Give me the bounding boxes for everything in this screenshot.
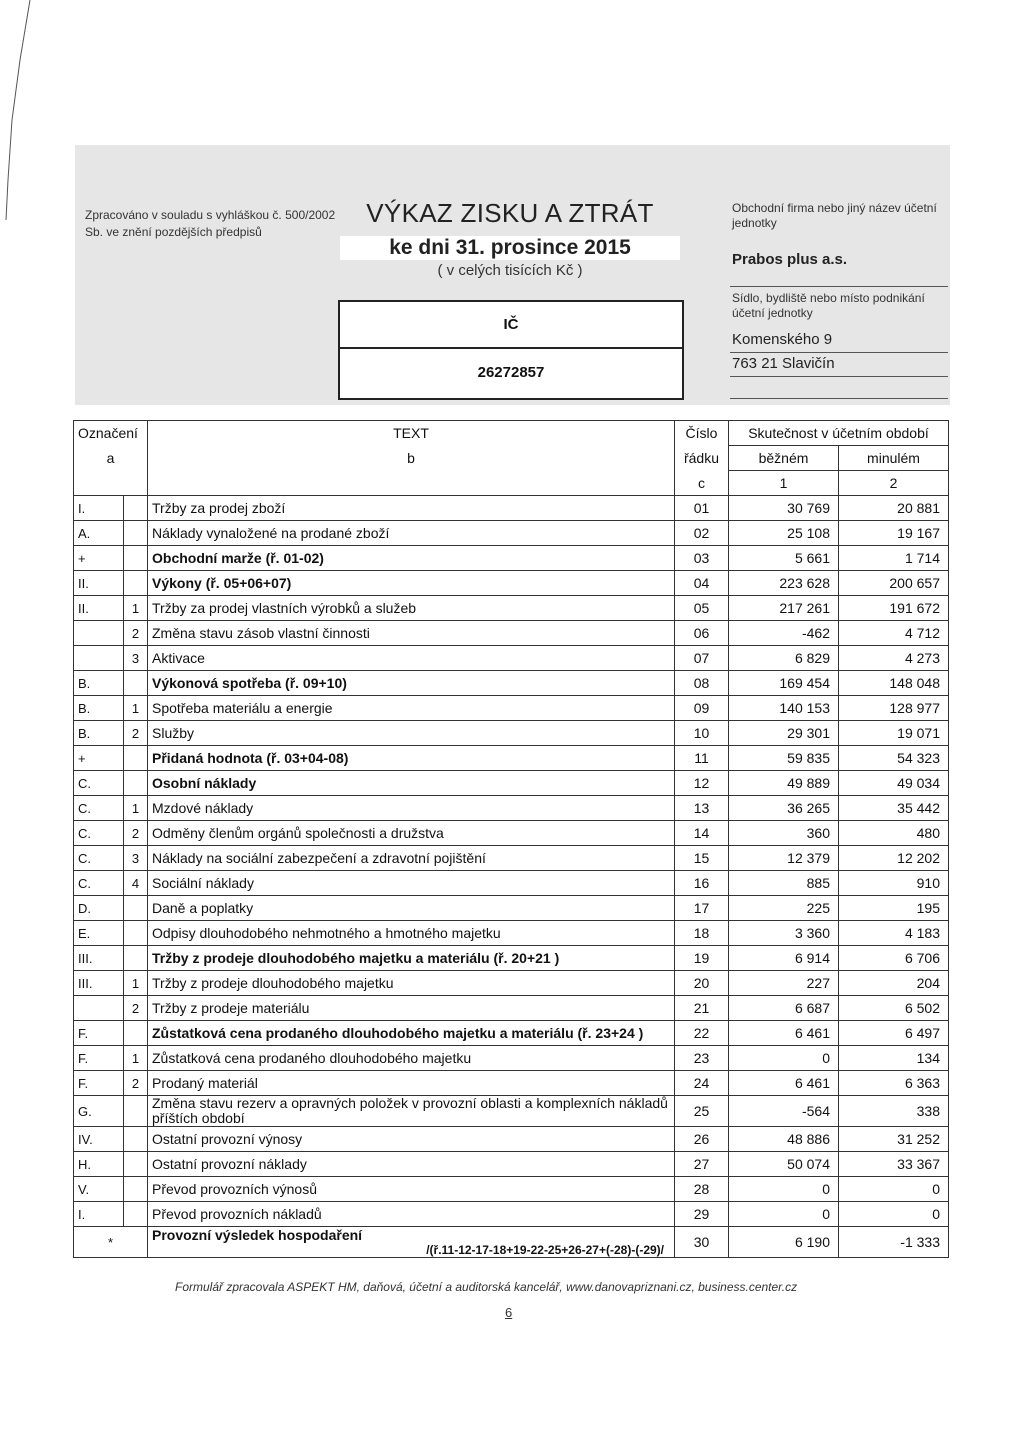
row-number: 07 [675, 646, 729, 671]
row-index [124, 896, 148, 921]
row-index: 1 [124, 796, 148, 821]
row-text: Ostatní provozní náklady [148, 1152, 675, 1177]
address-divider-2 [730, 376, 948, 377]
row-mark: IV. [74, 1127, 124, 1152]
row-mark: I. [74, 1202, 124, 1227]
table-row [74, 946, 949, 971]
row-mark: A. [74, 521, 124, 546]
value-previous: -1 333 [839, 1227, 949, 1258]
table-row [74, 571, 949, 596]
report-title: VÝKAZ ZISKU A ZTRÁT [366, 198, 654, 228]
row-text: Osobní náklady [148, 771, 675, 796]
table-row [74, 896, 949, 921]
row-mark: B. [74, 721, 124, 746]
row-mark: III. [74, 946, 124, 971]
value-previous: 4 273 [839, 646, 949, 671]
row-text: Výkonová spotřeba (ř. 09+10) [148, 671, 675, 696]
row-index [124, 921, 148, 946]
value-current: 360 [729, 821, 839, 846]
value-previous: 20 881 [839, 496, 949, 521]
row-number: 10 [675, 721, 729, 746]
col-current-sub: 1 [729, 471, 839, 496]
value-current: 3 360 [729, 921, 839, 946]
value-previous: 200 657 [839, 571, 949, 596]
row-index [124, 1152, 148, 1177]
value-current: 227 [729, 971, 839, 996]
value-previous: 54 323 [839, 746, 949, 771]
value-previous: 4 712 [839, 621, 949, 646]
row-index: 1 [124, 971, 148, 996]
row-text: Tržby z prodeje dlouhodobého majetku a materiálu (ř. 20+21 ) [148, 946, 675, 971]
row-number: 25 [675, 1096, 729, 1127]
row-mark: F. [74, 1046, 124, 1071]
table-row [74, 521, 949, 546]
value-current: 30 769 [729, 496, 839, 521]
value-previous: 33 367 [839, 1152, 949, 1177]
col-previous-sub: 2 [839, 471, 949, 496]
scan-edge-mark [0, 0, 40, 300]
row-number: 24 [675, 1071, 729, 1096]
row-mark: B. [74, 696, 124, 721]
report-date: ke dni 31. prosince 2015 [340, 236, 680, 260]
row-number: 28 [675, 1177, 729, 1202]
value-previous: 6 497 [839, 1021, 949, 1046]
value-previous: 31 252 [839, 1127, 949, 1152]
value-current: 59 835 [729, 746, 839, 771]
table-row [74, 821, 949, 846]
col-text-header: TEXT [148, 421, 675, 446]
value-current: 49 889 [729, 771, 839, 796]
row-text: Tržby z prodeje dlouhodobého majetku [148, 971, 675, 996]
table-row [74, 771, 949, 796]
row-mark: H. [74, 1152, 124, 1177]
row-formula: /(ř.11-12-17-18+19-22-25+26-27+(-28)-(-29)/ [426, 1243, 664, 1257]
col-row-header: Číslo [675, 421, 729, 446]
ic-label: IČ [503, 316, 519, 333]
regulation-note: Zpracováno v souladu s vyhláškou č. 500/2002 Sb. ve znění pozdějších předpisů [85, 208, 336, 239]
row-mark: C. [74, 821, 124, 846]
value-previous: 6 706 [839, 946, 949, 971]
row-index [124, 1096, 148, 1127]
value-previous: 0 [839, 1177, 949, 1202]
row-text: Sociální náklady [148, 871, 675, 896]
row-index [124, 946, 148, 971]
row-text: Náklady na sociální zabezpečení a zdravotní pojištění [148, 846, 675, 871]
row-number: 05 [675, 596, 729, 621]
value-current: 0 [729, 1177, 839, 1202]
col-row-header-2: řádku [675, 446, 729, 471]
ic-divider [340, 347, 682, 349]
row-mark [74, 621, 124, 646]
seat-label: Sídlo, bydliště nebo místo podnikání účetní jednotky [732, 291, 925, 320]
col-current-header: běžném [729, 446, 839, 471]
row-mark [74, 646, 124, 671]
row-number: 15 [675, 846, 729, 871]
row-text: Tržby za prodej vlastních výrobků a služeb [148, 596, 675, 621]
row-number: 30 [675, 1227, 729, 1258]
value-current: 0 [729, 1046, 839, 1071]
value-previous: 6 363 [839, 1071, 949, 1096]
table-row [74, 1177, 949, 1202]
value-previous: 35 442 [839, 796, 949, 821]
row-number: 26 [675, 1127, 729, 1152]
row-text: Náklady vynaložené na prodané zboží [148, 521, 675, 546]
row-number: 20 [675, 971, 729, 996]
header-row-2 [74, 446, 949, 471]
row-number: 02 [675, 521, 729, 546]
address-divider-3 [730, 398, 948, 399]
row-mark: III. [74, 971, 124, 996]
row-text: Změna stavu rezerv a opravných položek v provozní oblasti a komplexních nákladů příštích období [148, 1096, 675, 1127]
value-previous: 204 [839, 971, 949, 996]
value-previous: 910 [839, 871, 949, 896]
row-mark: V. [74, 1177, 124, 1202]
row-text: Tržby za prodej zboží [148, 496, 675, 521]
row-text: Přidaná hodnota (ř. 03+04-08) [148, 746, 675, 771]
row-text: Aktivace [148, 646, 675, 671]
row-number: 13 [675, 796, 729, 821]
header-blank-text [148, 471, 675, 496]
row-index: 2 [124, 721, 148, 746]
value-previous: 128 977 [839, 696, 949, 721]
table-row [74, 1152, 949, 1177]
value-previous: 480 [839, 821, 949, 846]
row-text: Služby [148, 721, 675, 746]
col-text-sub: b [148, 446, 675, 471]
row-mark: II. [74, 596, 124, 621]
value-current: 6 687 [729, 996, 839, 1021]
row-mark: + [74, 746, 124, 771]
row-mark: II. [74, 571, 124, 596]
firm-name: Prabos plus a.s. [732, 251, 848, 268]
row-text: Spotřeba materiálu a energie [148, 696, 675, 721]
col-actual-header: Skutečnost v účetním období [729, 421, 949, 446]
row-index [124, 1127, 148, 1152]
row-index [124, 746, 148, 771]
ic-value: 26272857 [477, 364, 545, 381]
row-text: Převod provozních výnosů [148, 1177, 675, 1202]
row-index: 3 [124, 646, 148, 671]
row-mark: C. [74, 796, 124, 821]
address-line-1: Komenského 9 [732, 331, 833, 348]
row-mark [74, 996, 124, 1021]
row-number: 22 [675, 1021, 729, 1046]
row-number: 23 [675, 1046, 729, 1071]
value-previous: 338 [839, 1096, 949, 1127]
row-text: Prodaný materiál [148, 1071, 675, 1096]
value-current: 6 190 [729, 1227, 839, 1258]
report-units: ( v celých tisících Kč ) [437, 262, 583, 279]
row-index [124, 1202, 148, 1227]
table-row [74, 646, 949, 671]
table-row [74, 696, 949, 721]
row-number: 01 [675, 496, 729, 521]
row-text: Odpisy dlouhodobého nehmotného a hmotného majetku [148, 921, 675, 946]
value-previous: 12 202 [839, 846, 949, 871]
value-previous: 4 183 [839, 921, 949, 946]
row-number: 12 [675, 771, 729, 796]
row-mark: D. [74, 896, 124, 921]
table-row [74, 596, 949, 621]
row-text: Změna stavu zásob vlastní činnosti [148, 621, 675, 646]
row-number: 17 [675, 896, 729, 921]
row-number: 27 [675, 1152, 729, 1177]
table-row [74, 671, 949, 696]
row-number: 08 [675, 671, 729, 696]
table-row [74, 746, 949, 771]
row-text: Daně a poplatky [148, 896, 675, 921]
row-number: 11 [675, 746, 729, 771]
row-index: 3 [124, 846, 148, 871]
row-index [124, 571, 148, 596]
header-row-1 [74, 421, 949, 446]
row-text: Odměny členům orgánů společnosti a družstva [148, 821, 675, 846]
value-previous: 148 048 [839, 671, 949, 696]
col-row-sub: c [675, 471, 729, 496]
value-current: 5 661 [729, 546, 839, 571]
table-row [74, 721, 949, 746]
table-row [74, 796, 949, 821]
address-line-2: 763 21 Slavičín [732, 355, 835, 372]
row-index: 1 [124, 1046, 148, 1071]
row-number: 21 [675, 996, 729, 1021]
table-row [74, 496, 949, 521]
ic-box [338, 300, 684, 400]
table-row [74, 1071, 949, 1096]
value-current: 25 108 [729, 521, 839, 546]
col-previous-header: minulém [839, 446, 949, 471]
row-mark: + [74, 546, 124, 571]
row-text: Převod provozních nákladů [148, 1202, 675, 1227]
value-current: 36 265 [729, 796, 839, 821]
firm-divider [730, 286, 948, 287]
row-number: 06 [675, 621, 729, 646]
value-current: 223 628 [729, 571, 839, 596]
table-row [74, 621, 949, 646]
value-current: 885 [729, 871, 839, 896]
value-current: 29 301 [729, 721, 839, 746]
table-row [74, 1021, 949, 1046]
value-current: 217 261 [729, 596, 839, 621]
value-current: 6 461 [729, 1071, 839, 1096]
table-row [74, 546, 949, 571]
value-previous: 6 502 [839, 996, 949, 1021]
row-mark: C. [74, 871, 124, 896]
value-current: 12 379 [729, 846, 839, 871]
row-index: 2 [124, 621, 148, 646]
row-mark: E. [74, 921, 124, 946]
value-current: 50 074 [729, 1152, 839, 1177]
value-current: 48 886 [729, 1127, 839, 1152]
row-text: Zůstatková cena prodaného dlouhodobého majetku [148, 1046, 675, 1071]
value-current: 6 461 [729, 1021, 839, 1046]
address-divider-1 [730, 352, 948, 353]
row-text: Mzdové náklady [148, 796, 675, 821]
row-number: 03 [675, 546, 729, 571]
row-index: 2 [124, 996, 148, 1021]
row-mark: F. [74, 1071, 124, 1096]
col-mark-header: Označení [74, 421, 148, 446]
row-text: Tržby z prodeje materiálu [148, 996, 675, 1021]
table-row [74, 996, 949, 1021]
row-number: 16 [675, 871, 729, 896]
row-number: 14 [675, 821, 729, 846]
table-row [74, 1127, 949, 1152]
row-index [124, 771, 148, 796]
table-row [74, 846, 949, 871]
value-current: -564 [729, 1096, 839, 1127]
header-blank-mark [74, 471, 148, 496]
row-index: 2 [124, 1071, 148, 1096]
row-number: 04 [675, 571, 729, 596]
row-text: Ostatní provozní výnosy [148, 1127, 675, 1152]
value-previous: 49 034 [839, 771, 949, 796]
row-mark: C. [74, 771, 124, 796]
row-mark: G. [74, 1096, 124, 1127]
value-previous: 19 071 [839, 721, 949, 746]
row-text: Obchodní marže (ř. 01-02) [148, 546, 675, 571]
value-previous: 0 [839, 1202, 949, 1227]
row-index [124, 546, 148, 571]
header-row-3 [74, 471, 949, 496]
row-number: 19 [675, 946, 729, 971]
table-row [74, 871, 949, 896]
row-index: 1 [124, 696, 148, 721]
value-current: 140 153 [729, 696, 839, 721]
firm-label: Obchodní firma nebo jiný název účetní jednotky [732, 201, 937, 230]
row-text-cell [148, 1227, 675, 1258]
table-row [74, 1202, 949, 1227]
row-mark: F. [74, 1021, 124, 1046]
value-current: 6 914 [729, 946, 839, 971]
table-row [74, 971, 949, 996]
value-previous: 1 714 [839, 546, 949, 571]
value-current: 169 454 [729, 671, 839, 696]
row-number: 29 [675, 1202, 729, 1227]
footer-note: Formulář zpracovala ASPEKT HM, daňová, účetní a auditorská kancelář, www.danovapriznani.cz, business.center.cz [175, 1280, 798, 1294]
value-current: 6 829 [729, 646, 839, 671]
row-mark: I. [74, 496, 124, 521]
table-row [74, 1046, 949, 1071]
row-index: 4 [124, 871, 148, 896]
row-index [124, 1177, 148, 1202]
value-previous: 19 167 [839, 521, 949, 546]
row-number: 09 [675, 696, 729, 721]
row-index [124, 496, 148, 521]
row-index [124, 671, 148, 696]
table-row [74, 921, 949, 946]
value-current: 0 [729, 1202, 839, 1227]
row-mark: * [74, 1227, 148, 1258]
page-number: 6 [505, 1305, 513, 1320]
row-text: Výkony (ř. 05+06+07) [148, 571, 675, 596]
value-previous: 191 672 [839, 596, 949, 621]
row-mark: C. [74, 846, 124, 871]
row-index: 1 [124, 596, 148, 621]
row-text: Zůstatková cena prodaného dlouhodobého majetku a materiálu (ř. 23+24 ) [148, 1021, 675, 1046]
row-index [124, 1021, 148, 1046]
value-previous: 134 [839, 1046, 949, 1071]
row-text: Provozní výsledek hospodaření [152, 1227, 363, 1243]
col-mark-sub: a [74, 446, 148, 471]
table-row-total [74, 1227, 949, 1258]
value-current: 225 [729, 896, 839, 921]
value-previous: 195 [839, 896, 949, 921]
row-number: 18 [675, 921, 729, 946]
value-current: -462 [729, 621, 839, 646]
row-index: 2 [124, 821, 148, 846]
profit-loss-table [73, 420, 949, 1258]
row-index [124, 521, 148, 546]
table-row [74, 1096, 949, 1127]
row-mark: B. [74, 671, 124, 696]
